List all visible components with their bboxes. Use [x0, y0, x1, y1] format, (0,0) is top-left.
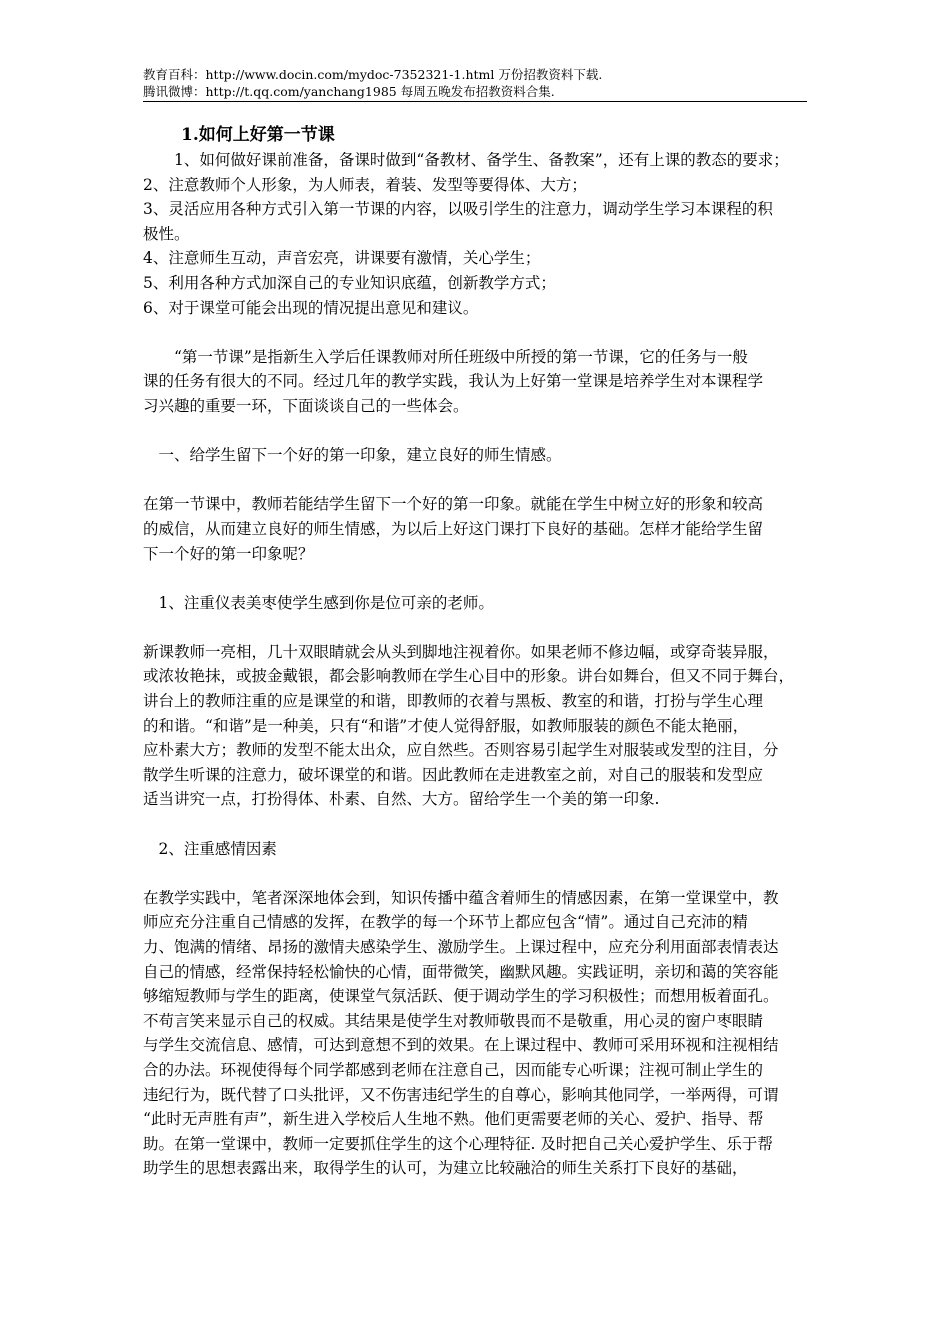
text-line: 够缩短教师与学生的距离，使课堂气氛活跃、便于调动学生的学习积极性；而想用板着面孔。 — [143, 987, 779, 1006]
text-line: 与学生交流信息、感情，可达到意想不到的效果。在上课过程中、教师可采用环视和注视相结 — [143, 1036, 779, 1055]
header-divider — [143, 101, 807, 102]
text-line: 合的办法。环视使得每个同学都感到老师在注意自己，因而能专心听课；注视可制止学生的 — [143, 1060, 764, 1079]
page-header — [143, 66, 807, 100]
document-body — [143, 122, 815, 1181]
text-line: 适当讲究一点，打扮得体、朴素、自然、大方。留给学生一个美的第一印象. — [143, 790, 660, 809]
text-line: 6、对于课堂可能会出现的情况提出意见和建议。 — [143, 298, 479, 317]
text-line: 1、如何做好课前准备，备课时做到“备教材、备学生、备教案”，还有上课的教态的要求； — [143, 151, 789, 169]
text-line: 极性。 — [143, 224, 190, 243]
paragraph-gap — [143, 861, 815, 886]
paragraph-gap — [143, 468, 815, 493]
text-line: 课的任务有很大的不同。经过几年的教学实践，我认为上好第一堂课是培养学生对本课程学 — [143, 372, 764, 391]
section-heading: 一、给学生留下一个好的第一印象，建立良好的师生情感。 — [143, 446, 562, 465]
text-line: 自己的情感，经常保持轻松愉快的心情，面带微笑，幽默风趣。实践证明，亲切和蔼的笑容能 — [143, 962, 779, 981]
paragraph-gap — [143, 615, 815, 640]
paragraph-gap — [143, 812, 815, 837]
text-line: 力、饱满的情绪、昂扬的激情夫感染学生、激励学生。上课过程中，应充分利用面部表情表达 — [143, 938, 779, 956]
header-line-docin[interactable]: 教育百科：http://www.docin.com/mydoc-7352321-1.html 万份招教资料下载. — [143, 67, 603, 82]
text-line: 在教学实践中，笔者深深地体会到，知识传播中蕴含着师生的情感因素，在第一堂课堂中，教 — [143, 888, 779, 907]
text-line: 违纪行为，既代替了口头批评，又不伤害违纪学生的自尊心，影响其他同学，一举两得，可谓 — [143, 1085, 779, 1104]
text-line: 或浓妆艳抹，或披金戴银，都会影响教师在学生心目中的形象。讲台如舞台，但又不同于舞台， — [143, 667, 795, 686]
text-line: 3、灵活应用各种方式引入第一节课的内容，以吸引学生的注意力，调动学生学习本课程的积 — [143, 200, 773, 219]
text-line: “此时无声胜有声”，新生进入学校后人生地不熟。他们更需要老师的关心、爱护、指导、帮 — [143, 1110, 764, 1129]
text-line: 师应充分注重自己情感的发挥，在教学的每一个环节上都应包含“情”。通过自己充沛的精 — [143, 913, 748, 932]
paragraph-gap — [143, 320, 815, 345]
paragraph-gap — [143, 419, 815, 444]
text-line: 习兴趣的重要一环，下面谈谈自己的一些体会。 — [143, 396, 469, 415]
text-line: 新课教师一亮相，几十双眼睛就会从头到脚地注视着你。如果老师不修边幅，或穿奇装异服， — [143, 642, 779, 661]
text-line: 应朴素大方；教师的发型不能太出众，应自然些。否则容易引起学生对服装或发型的注目，分 — [143, 741, 779, 760]
text-line: 的和谐。“和谐”是一种美，只有“和谐”才使人觉得舒服，如教师服装的颜色不能太艳丽， — [143, 716, 749, 735]
text-line: 助学生的思想表露出来，取得学生的认可，为建立比较融洽的师生关系打下良好的基础， — [143, 1159, 748, 1178]
text-line: 讲台上的教师注重的应是课堂的和谐，即教师的衣着与黑板、教室的和谐，打扮与学生心理 — [143, 692, 764, 711]
text-line: 不苟言笑来显示自己的权威。其结果是使学生对教师敬畏而不是敬重，用心灵的窗户枣眼睛 — [143, 1011, 764, 1030]
subsection-heading: 2、注重感情因素 — [143, 839, 277, 858]
text-line: 的威信，从而建立良好的师生情感，为以后上好这门课打下良好的基础。怎样才能给学生留 — [143, 519, 764, 538]
text-line: 4、注意师生互动，声音宏亮，讲课要有激情，关心学生； — [143, 249, 541, 268]
body-text — [143, 148, 815, 1181]
header-line-weibo[interactable]: 腾讯微博：http://t.qq.com/yanchang1985 每周五晚发布招教资料合集. — [143, 84, 555, 99]
text-line: 在第一节课中，教师若能结学生留下一个好的第一印象。就能在学生中树立好的形象和较高 — [143, 495, 764, 514]
text-line: 助。在第一堂课中，教师一定要抓住学生的这个心理特征. 及时把自己关心爱护学生、乐于帮 — [143, 1134, 773, 1153]
page-title: 1.如何上好第一节课 — [181, 125, 335, 145]
text-line: 下一个好的第一印象呢？ — [143, 544, 314, 563]
paragraph-gap — [143, 566, 815, 591]
text-line: “第一节课”是指新生入学后任课教师对所任班级中所授的第一节课，它的任务与一般 — [143, 347, 748, 366]
text-line: 2、注意教师个人形象，为人师表，着装、发型等要得体、大方； — [143, 175, 587, 194]
text-line: 5、利用各种方式加深自己的专业知识底蕴，创新教学方式； — [143, 273, 556, 292]
subsection-heading: 1、注重仪表美枣使学生感到你是位可亲的老师。 — [143, 593, 494, 612]
text-line: 散学生听课的注意力，破坏课堂的和谐。因此教师在走进教室之前，对自己的服装和发型应 — [143, 765, 764, 784]
